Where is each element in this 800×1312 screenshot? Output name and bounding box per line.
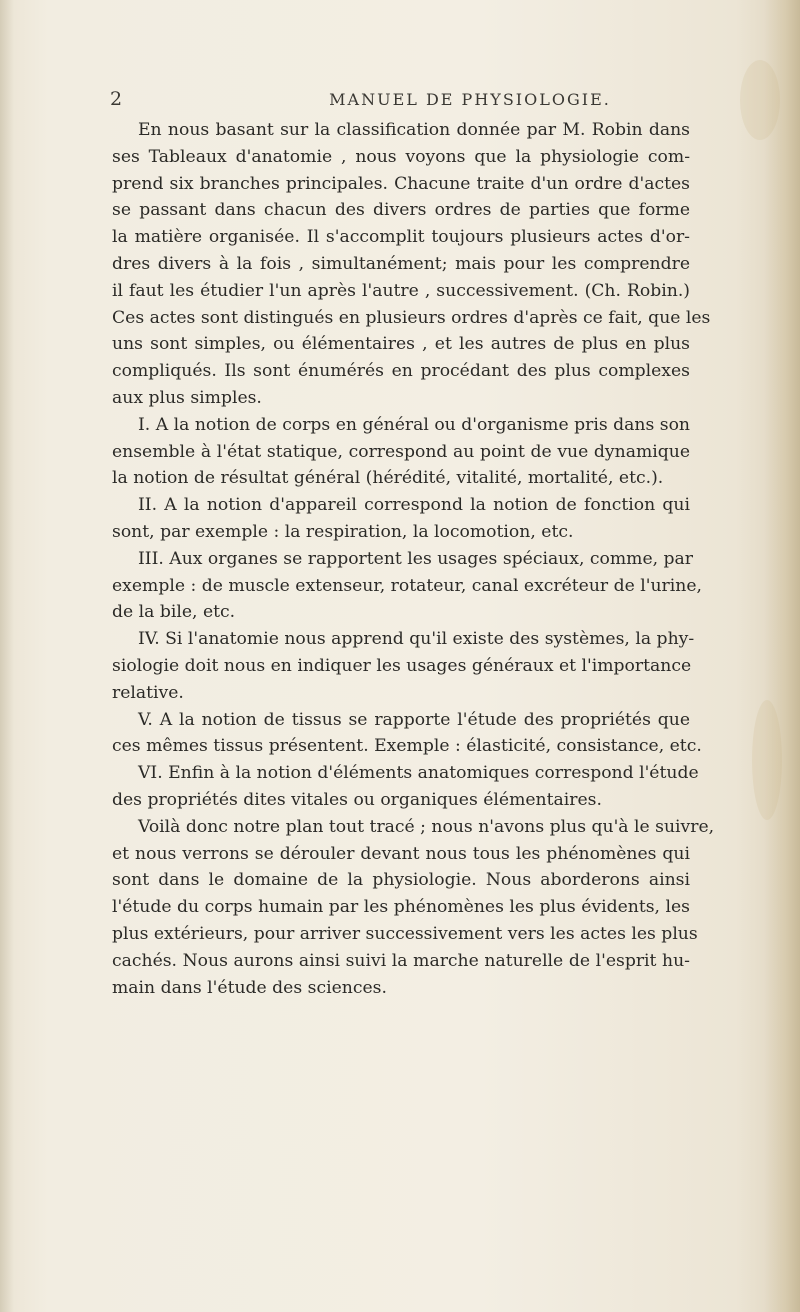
body-text <box>112 117 715 1001</box>
text-line: VI. Enfin à la notion d'éléments anatomiques correspond l'étude <box>138 763 699 784</box>
text-line: Ces actes sont distingués en plusieurs ordres d'après ce fait, que les <box>112 307 711 328</box>
text-line: II. A la notion d'appareil correspond la notion de fonction qui <box>138 495 690 516</box>
text-line: dres divers à la fois , simultanément; mais pour les comprendre <box>112 253 690 274</box>
text-line: uns sont simples, ou élémentaires , et les autres de plus en plus <box>112 334 690 355</box>
text-line: sont, par exemple : la respiration, la locomotion, etc. <box>112 521 574 542</box>
text-line: et nous verrons se dérouler devant nous tous les phénomènes qui <box>112 843 690 864</box>
text-line: cachés. Nous aurons ainsi suivi la marche naturelle de l'esprit hu- <box>112 950 690 971</box>
running-title: MANUEL DE PHYSIOLOGIE. <box>329 90 611 109</box>
text-line: prend six branches principales. Chacune traite d'un ordre d'actes <box>112 173 690 194</box>
text-line: exemple : de muscle extenseur, rotateur, canal excréteur de l'urine, <box>112 575 702 596</box>
text-line: la matière organisée. Il s'accomplit toujours plusieurs actes d'or- <box>112 227 690 248</box>
text-line: l'étude du corps humain par les phénomènes les plus évidents, les <box>112 897 690 918</box>
text-line: ensemble à l'état statique, correspond au point de vue dynamique <box>112 441 690 462</box>
text-line: ses Tableaux d'anatomie , nous voyons que la physiologie com- <box>112 146 690 167</box>
text-line: compliqués. Ils sont énumérés en procédant des plus complexes <box>112 361 690 382</box>
text-line: aux plus simples. <box>112 387 262 408</box>
text-line: il faut les étudier l'un après l'autre , successivement. (Ch. Robin.) <box>112 280 690 301</box>
text-line: la notion de résultat général (hérédité, vitalité, mortalité, etc.). <box>112 468 664 489</box>
text-line: se passant dans chacun des divers ordres de parties que forme <box>112 200 690 221</box>
page-number: 2 <box>110 88 123 110</box>
text-line: III. Aux organes se rapportent les usages spéciaux, comme, par <box>138 548 694 569</box>
text-line: V. A la notion de tissus se rapporte l'étude des propriétés que <box>138 709 690 730</box>
text-line: IV. Si l'anatomie nous apprend qu'il existe des systèmes, la phy- <box>138 629 695 650</box>
text-line: main dans l'étude des sciences. <box>112 977 387 998</box>
page-gutter-shadow <box>0 0 14 1312</box>
page-edge-stain <box>764 0 800 1312</box>
text-line: En nous basant sur la classification donnée par M. Robin dans <box>138 120 690 140</box>
text-line: des propriétés dites vitales ou organiques élémentaires. <box>112 789 602 810</box>
text-line: de la bile, etc. <box>112 602 236 623</box>
text-line: siologie doit nous en indiquer les usages généraux et l'importance <box>112 655 692 676</box>
text-line: plus extérieurs, pour arriver successivement vers les actes les plus <box>112 923 698 944</box>
text-line: ces mêmes tissus présentent. Exemple : élasticité, consistance, etc. <box>112 736 702 757</box>
text-line: Voilà donc notre plan tout tracé ; nous n'avons plus qu'à le suivre, <box>138 816 715 837</box>
text-line: sont dans le domaine de la physiologie. Nous aborderons ainsi <box>112 870 690 891</box>
paper-stain <box>740 60 780 140</box>
paper-stain <box>752 700 782 820</box>
text-line: relative. <box>112 682 184 703</box>
text-line: I. A la notion de corps en général ou d'organisme pris dans son <box>138 414 690 435</box>
